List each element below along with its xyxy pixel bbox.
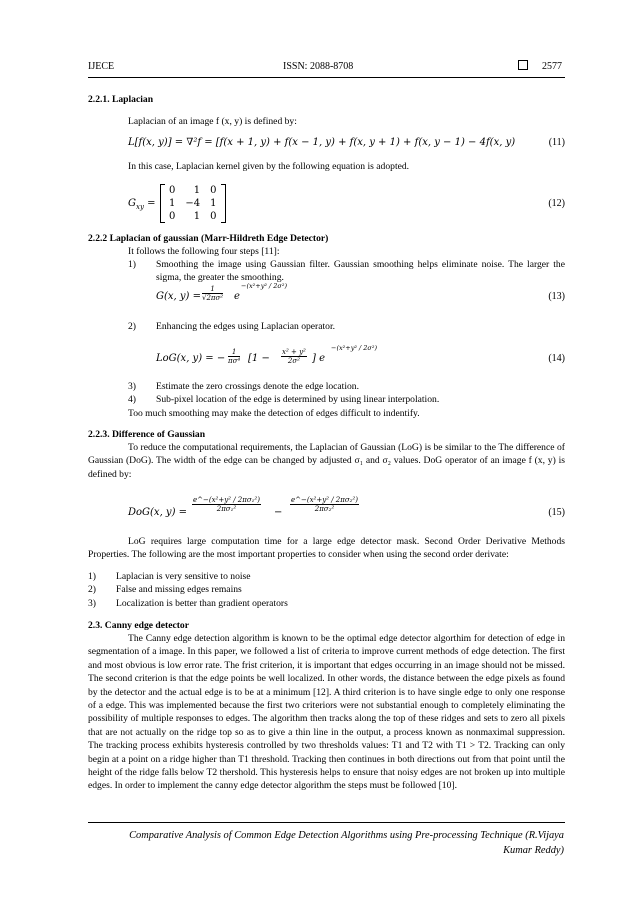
page-number-block	[518, 60, 562, 73]
section-title-dog: 2.2.3. Difference of Gaussian	[88, 429, 206, 440]
equation-13-number: (13)	[548, 291, 565, 302]
header-rule	[88, 77, 565, 78]
equation-14-number: (14)	[548, 353, 565, 364]
laplacian-kernel-matrix	[160, 184, 226, 223]
equation-12-number: (12)	[548, 198, 565, 209]
eq15-term-2: $\frac{\text{e\textasciicircum{}−(x²+y² / 2πσ₂²)}}{\text{2πσ₂²}}$	[291, 496, 358, 513]
list-item: 1) Laplacian is very sensitive to noise	[88, 571, 251, 582]
log-steps-3-4: 3) Estimate the zero crossings denote the edge location. 4) Sub-pixel location of the edge is determined by using linear interpolation.	[128, 381, 440, 406]
equation-13: G(x, y) = $\frac{1}{\text{√2πσ²}}$ e −(x²+y² / 2σ²) (13)	[156, 282, 565, 302]
eq14-fraction-2: $\frac{\text{x² + y²}}{\text{2σ²}}$	[282, 348, 306, 365]
laplacian-intro: Laplacian of an image f (x, y) is defined by:	[128, 116, 297, 127]
matrix-cell: 0	[210, 211, 217, 222]
section-title-laplacian: 2.2.1. Laplacian	[88, 94, 154, 105]
equation-11-body: L[f(x, y)] = ∇²f = [f(x + 1, y) + f(x − 1, y) + f(x, y + 1) + f(x, y − 1) − 4f(x, y)	[128, 137, 516, 148]
dog-paragraph-2: LoG requires large computation time for a large edge detector mask. Second Order Derivative Methods Properties. The following are the most important properties to consider when using the second order derivate:	[88, 536, 565, 561]
journal-name: IJECE	[88, 61, 115, 72]
eq14-fraction-1: $\frac{1}{\text{πσ⁴}}$	[228, 348, 241, 365]
equation-12	[128, 184, 565, 224]
equation-11-number: (11)	[548, 137, 565, 148]
kernel-intro: In this case, Laplacian kernel given by the following equation is adopted.	[128, 161, 410, 172]
dog-paragraph: To reduce the computational requirements, the Laplacian of Gaussian (LoG) is be similar to the The difference of Gaussian (DoG). The width of the edge can be changed by adjusted σ₁ and σ₂ values. DoG operator of an image f (x, y) is defined by:	[88, 442, 565, 480]
section-title-log: 2.2.2 Laplacian of gaussian (Marr-Hildreth Edge Detector)	[88, 233, 329, 244]
matrix-cell: 0	[169, 185, 176, 196]
list-item: 2) False and missing edges remains	[88, 584, 242, 596]
running-footer: Comparative Analysis of Common Edge Detection Algorithms using Pre-processing Technique (R.Vijaya Kumar Reddy)	[129, 830, 564, 856]
gxy-symbol: $G_{xy}$ =	[128, 198, 156, 211]
matrix-cell: 1	[193, 185, 201, 196]
matrix-cell: −4	[185, 198, 201, 209]
second-order-properties-list	[88, 570, 565, 610]
equation-15-number: (15)	[548, 507, 565, 518]
eq15-term-1: $\frac{\text{e\textasciicircum{}−(x²+y² / 2πσ₁²)}}{\text{2πσ₁²}}$	[193, 496, 260, 513]
matrix-cell: 1	[169, 198, 176, 209]
page-number: 2577	[542, 61, 562, 72]
list-item: 3) Localization is better than gradient operators	[88, 597, 288, 609]
equation-15: DoG(x, y) = $\frac{\text{e\textasciicircum{}−(x²+y² / 2πσ₁²)}}{\text{2πσ₁²}}$ − $\frac{\text{e\textasciicircum{}−(x²+y² / 2πσ₂²)}}{\text{2πσ₂²}}$ (15)	[128, 496, 565, 518]
checkbox-square-icon	[518, 60, 528, 70]
equation-11	[128, 136, 565, 149]
log-step-1: 1) Smoothing the image using Gaussian filter. Gaussian smoothing helps eliminate noise. The larger the sigma, the greater the smoothing.	[128, 259, 565, 284]
equation-14: LoG(x, y) = − $\frac{1}{\text{πσ⁴}}$ [1 − $\frac{\text{x² + y²}}{\text{2σ²}}$ ] e −(x²+y² / 2σ²) (14)	[156, 344, 565, 365]
section-title-canny: 2.3. Canny edge detector	[88, 620, 189, 631]
log-intro: It follows the following four steps [11]:	[128, 246, 280, 257]
matrix-cell: 1	[193, 211, 201, 222]
issn: ISSN: 2088-8708	[283, 61, 354, 72]
log-outro: Too much smoothing may make the detection of edges difficult to indentify.	[128, 408, 420, 419]
matrix-cell: 0	[169, 211, 176, 222]
matrix-cell: 0	[210, 185, 217, 196]
footer-rule	[88, 822, 565, 823]
eq13-fraction: $\frac{1}{\text{√2πσ²}}$	[202, 285, 224, 302]
canny-paragraph: The Canny edge detection algorithm is known to be the optimal edge detector algorthim for detection of edge in segmentation of a image. In this paper, we followed a list of criteria to improve current methods of edge detection. The first and most obvious is low error rate. The frist criterion, it is important that edges occurring in an image should not be missed. The second criterion is that the edge points be well localized. In other words, the distance between the edge pixels as found by the detector and the actual edge is to be at a minimum [12]. A third criterion is to have single edge to only one response of a edge. This was implemented because the first two criteriors were not substantial enough to completely eliminating the possibility of multiple responses to edges. The algorithm then tracks along the top of these ridges and sets to zero all pixels that are not actually on the ridge top so as to give a thin line in the output, a process known as nonmaximal suppression. The tracking process exhibits hysteresis controlled by two thresholds values: T1 and T2 with T1 > T2. Tracking can only begin at a point on a ridge higher than T1 threshold. Tracking then continues in both directions out from that point until the height of the ridge falls below T2 thershold. This hysteresis helps to ensure that noisy edges are not broken up into multiple edges. In order to implement the canny edge detector algorithm the steps must be followed [10].	[88, 633, 565, 792]
matrix-cell: 1	[210, 198, 217, 209]
log-step-2: 2) Enhancing the edges using Laplacian operator.	[128, 321, 336, 332]
